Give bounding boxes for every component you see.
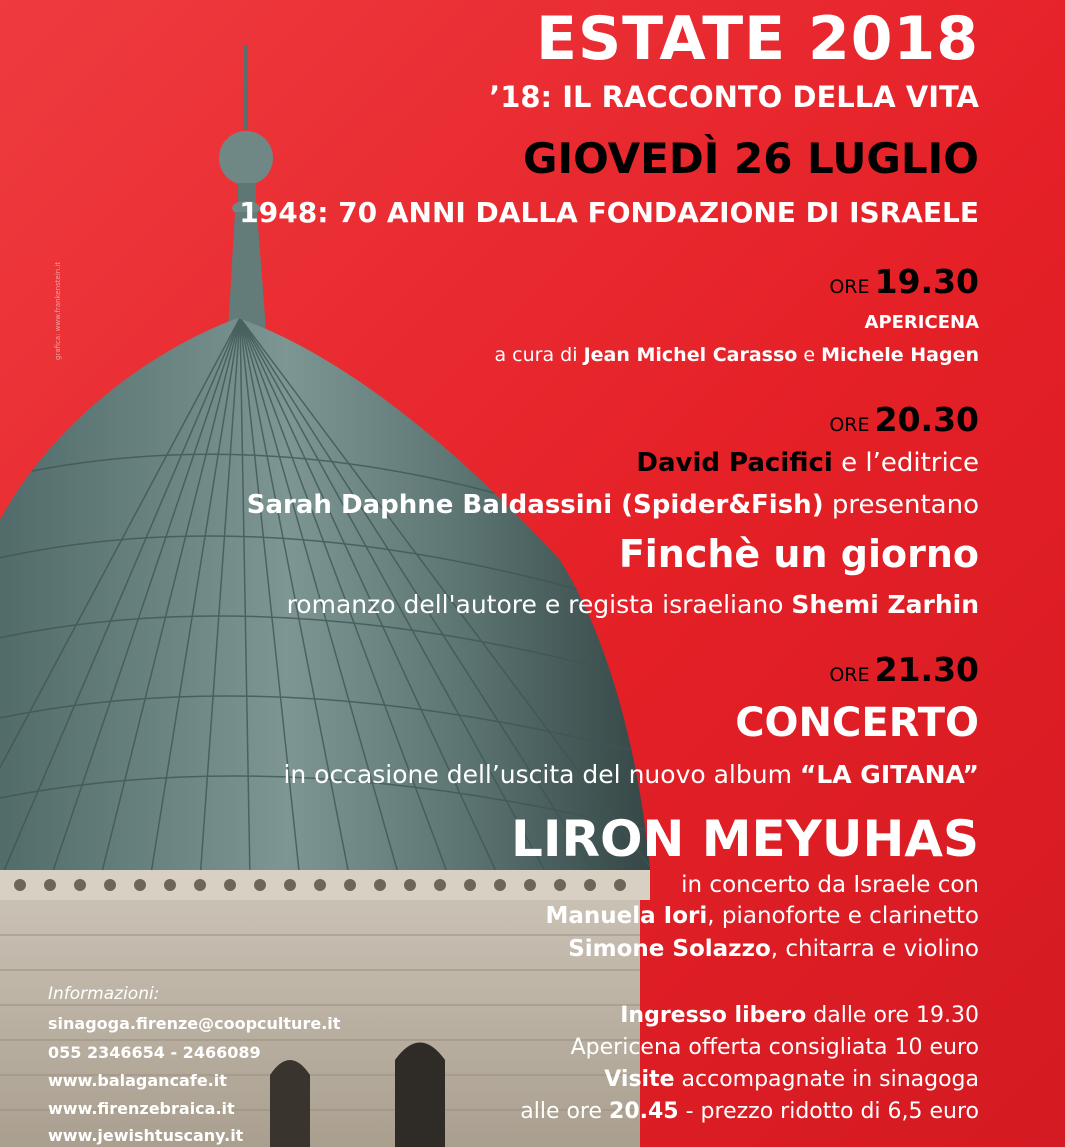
graphics-credit: grafica: www.frankenstein.it (54, 261, 62, 360)
musician-2 (568, 936, 979, 962)
entry-free: Ingresso libero (620, 1003, 807, 1028)
hosts-prefix: a cura di (494, 344, 578, 366)
musician-instrument: , pianoforte e clarinetto (707, 903, 979, 929)
artist-origin: in concerto da Israele con (681, 872, 979, 898)
time-value: 20.30 (874, 400, 979, 439)
visits-info (604, 1067, 979, 1092)
presenter-name: Sarah Daphne Baldassini (Spider&Fish) (246, 490, 824, 520)
event-theme: 1948: 70 ANNI DALLA FONDAZIONE DI ISRAELE (239, 196, 979, 229)
occasion-text: in occasione dell’uscita del nuovo album (283, 760, 792, 789)
session-2-presenter-2 (247, 490, 979, 520)
concert-title: CONCERTO (735, 700, 979, 746)
session-2-time (829, 400, 979, 439)
entry-info (620, 1003, 979, 1028)
host-1: Jean Michel Carasso (583, 344, 798, 366)
ore-label: ORE (829, 276, 870, 298)
concert-occasion (283, 760, 979, 789)
info-website-link[interactable]: www.balagancafe.it (48, 1071, 227, 1090)
session-3-time (829, 650, 979, 689)
time-value: 19.30 (874, 262, 979, 301)
poster-subtitle: ’18: IL RACCONTO DELLA VITA (489, 80, 979, 114)
book-description (287, 590, 979, 619)
apericena-offer: Apericena offerta consigliata 10 euro (570, 1035, 979, 1060)
visits-time-prefix: alle ore (520, 1099, 610, 1124)
visits-label: Visite (604, 1067, 675, 1092)
musician-name: Manuela Iori (545, 903, 708, 929)
album-title: “LA GITANA” (799, 760, 979, 789)
book-author: Shemi Zarhin (791, 590, 979, 619)
visits-price (520, 1099, 979, 1124)
info-website-link[interactable]: www.jewishtuscany.it (48, 1126, 244, 1145)
presenter-verb: presentano (831, 490, 979, 520)
event-date: GIOVEDÌ 26 LUGLIO (523, 134, 979, 183)
host-2: Michele Hagen (821, 344, 979, 366)
session-1-hosts (495, 344, 980, 366)
time-value: 21.30 (874, 650, 979, 689)
musician-instrument: , chitarra e violino (770, 936, 979, 962)
artist-name: LIRON MEYUHAS (511, 810, 979, 868)
session-1-title: APERICENA (864, 312, 979, 333)
visits-price-text: - prezzo ridotto di 6,5 euro (678, 1099, 979, 1124)
info-phone: 055 2346654 - 2466089 (48, 1043, 261, 1062)
info-website-link[interactable]: www.firenzebraica.it (48, 1099, 235, 1118)
visits-time: 20.45 (609, 1099, 679, 1124)
presenter-name: David Pacifici (636, 448, 833, 478)
musician-name: Simone Solazzo (568, 936, 771, 962)
musician-1 (546, 903, 980, 929)
ore-label: ORE (829, 664, 870, 686)
info-label: Informazioni: (48, 984, 160, 1004)
entry-time: dalle ore 19.30 (806, 1003, 979, 1028)
session-1-time (829, 262, 979, 301)
session-2-presenter-1 (636, 448, 979, 478)
book-title: Finchè un giorno (618, 532, 979, 576)
visits-text: accompagnate in sinagoga (674, 1067, 979, 1092)
poster-title: ESTATE 2018 (535, 4, 979, 74)
info-email-link[interactable]: sinagoga.firenze@coopculture.it (48, 1014, 341, 1033)
ore-label: ORE (829, 414, 870, 436)
presenter-role: e l’editrice (841, 448, 979, 478)
book-desc-text: romanzo dell'autore e regista israeliano (286, 590, 784, 619)
hosts-conjunction: e (803, 344, 816, 366)
